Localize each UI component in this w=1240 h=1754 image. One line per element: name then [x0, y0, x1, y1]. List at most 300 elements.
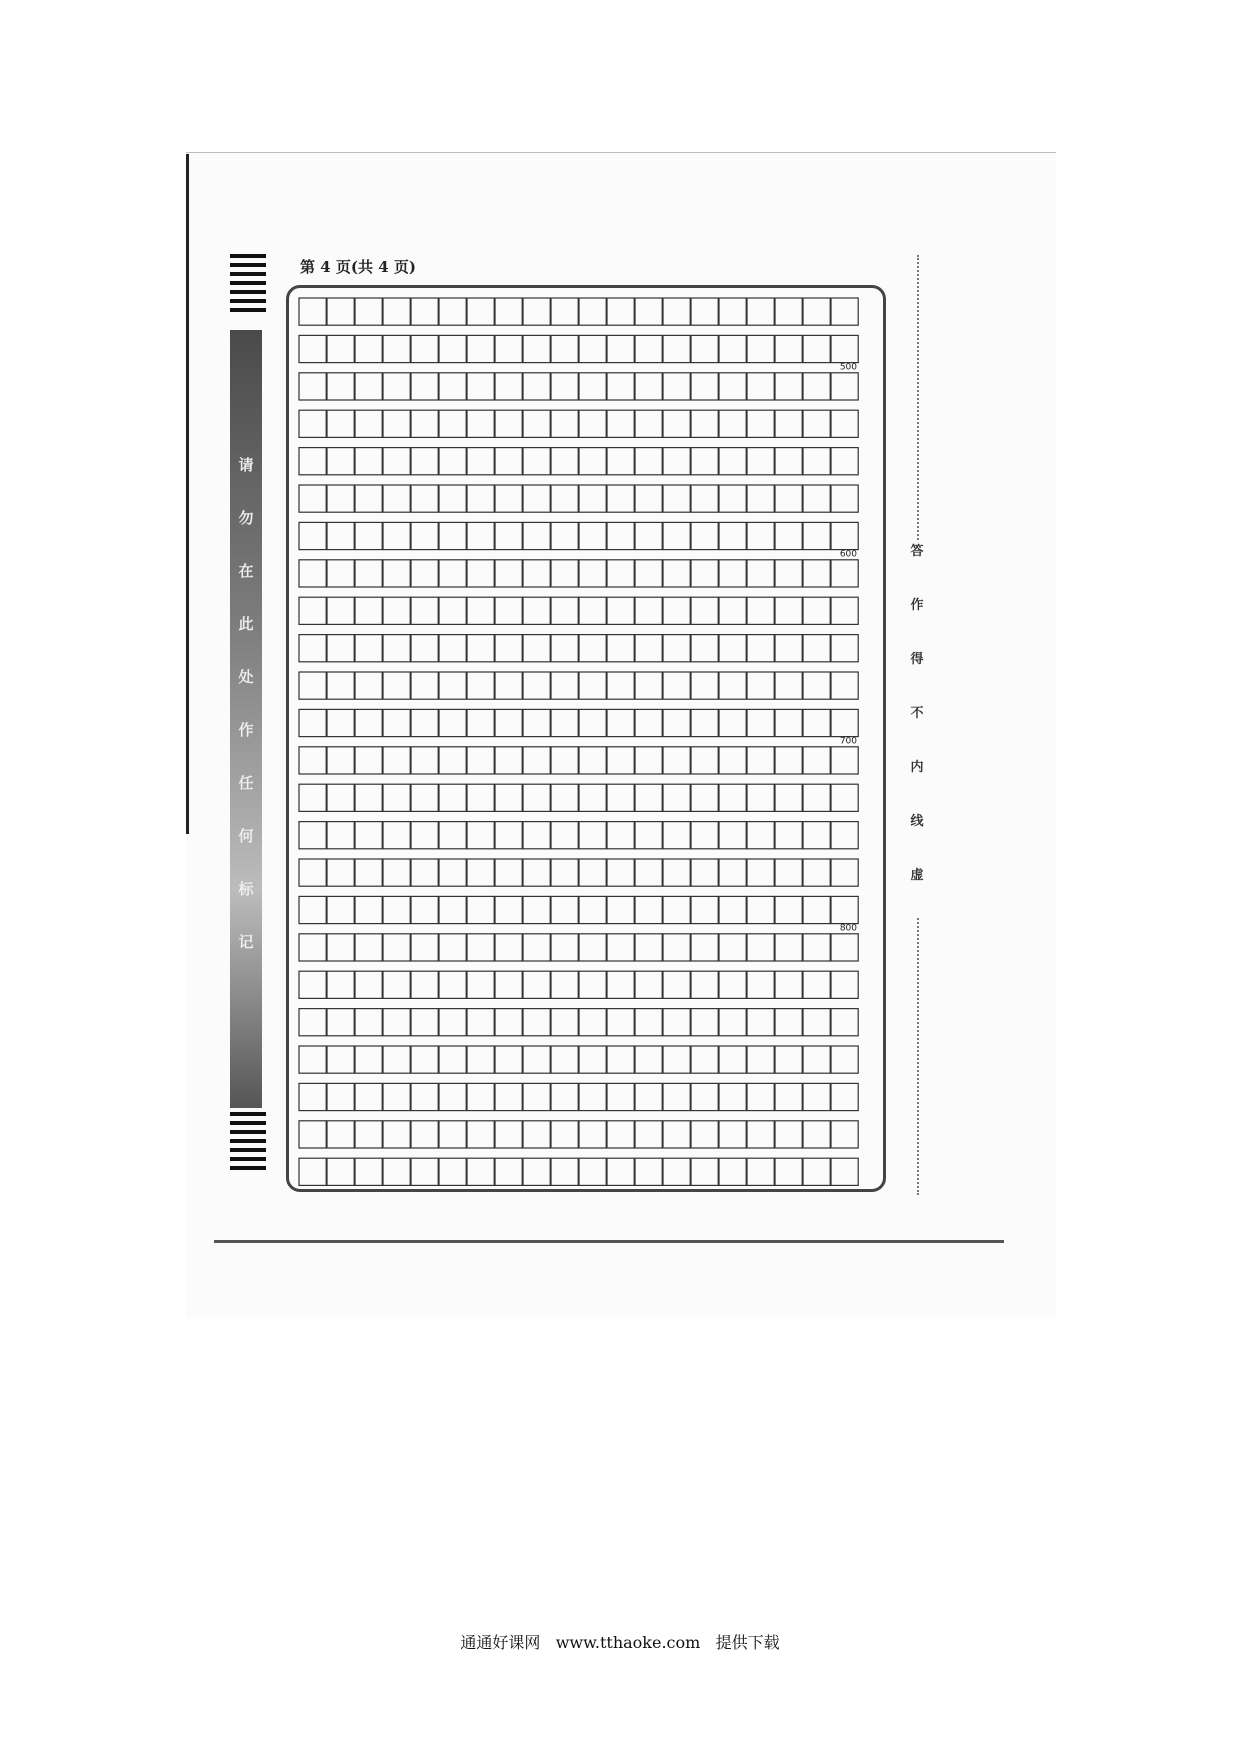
grid-cell[interactable]	[439, 1009, 466, 1036]
grid-cell[interactable]	[495, 298, 522, 325]
grid-cell[interactable]	[579, 1009, 606, 1036]
grid-cell[interactable]	[691, 298, 718, 325]
grid-cell[interactable]	[299, 672, 326, 699]
grid-cell[interactable]	[663, 335, 690, 362]
grid-cell[interactable]	[831, 1046, 858, 1073]
grid-cell[interactable]	[691, 971, 718, 998]
grid-cell[interactable]	[495, 335, 522, 362]
grid-cell[interactable]	[327, 298, 354, 325]
grid-cell[interactable]	[495, 934, 522, 961]
grid-cell[interactable]	[495, 747, 522, 774]
grid-cell[interactable]	[411, 709, 438, 736]
grid-cell[interactable]	[355, 597, 382, 624]
grid-cell[interactable]	[327, 1158, 354, 1185]
grid-cell[interactable]	[635, 822, 662, 849]
grid-cell[interactable]	[579, 522, 606, 549]
grid-cell[interactable]	[719, 934, 746, 961]
grid-cell[interactable]	[747, 485, 774, 512]
grid-cell[interactable]	[803, 560, 830, 587]
grid-cell[interactable]	[747, 522, 774, 549]
grid-cell[interactable]	[411, 1158, 438, 1185]
grid-cell[interactable]	[663, 934, 690, 961]
grid-cell[interactable]	[551, 560, 578, 587]
grid-cell[interactable]	[551, 485, 578, 512]
grid-cell[interactable]	[747, 410, 774, 437]
grid-cell[interactable]	[299, 1083, 326, 1110]
grid-cell[interactable]	[803, 448, 830, 475]
grid-cell[interactable]	[383, 934, 410, 961]
grid-cell[interactable]	[467, 1158, 494, 1185]
grid-cell[interactable]	[691, 635, 718, 662]
grid-cell[interactable]	[607, 859, 634, 886]
grid-cell[interactable]	[635, 410, 662, 437]
grid-cell[interactable]	[299, 822, 326, 849]
grid-cell[interactable]	[635, 672, 662, 699]
grid-cell[interactable]	[607, 597, 634, 624]
grid-cell[interactable]	[495, 1121, 522, 1148]
grid-cell[interactable]	[383, 859, 410, 886]
grid-cell[interactable]	[579, 1158, 606, 1185]
grid-cell[interactable]	[467, 448, 494, 475]
grid-cell[interactable]	[663, 560, 690, 587]
grid-cell[interactable]	[831, 1121, 858, 1148]
grid-cell[interactable]	[551, 448, 578, 475]
grid-cell[interactable]	[355, 1083, 382, 1110]
grid-cell[interactable]	[551, 1083, 578, 1110]
grid-cell[interactable]	[635, 1009, 662, 1036]
grid-cell[interactable]	[299, 1121, 326, 1148]
grid-cell[interactable]	[523, 971, 550, 998]
grid-cell[interactable]	[691, 1158, 718, 1185]
grid-cell[interactable]	[691, 1121, 718, 1148]
grid-cell[interactable]	[719, 410, 746, 437]
grid-cell[interactable]	[467, 1083, 494, 1110]
grid-cell[interactable]	[439, 597, 466, 624]
grid-cell[interactable]	[831, 485, 858, 512]
grid-cell[interactable]	[299, 522, 326, 549]
grid-cell[interactable]	[691, 822, 718, 849]
grid-cell[interactable]	[607, 1046, 634, 1073]
grid-cell[interactable]	[355, 373, 382, 400]
grid-cell[interactable]	[439, 934, 466, 961]
grid-cell[interactable]	[663, 1158, 690, 1185]
grid-cell[interactable]	[523, 747, 550, 774]
grid-cell[interactable]	[635, 709, 662, 736]
grid-cell[interactable]	[579, 597, 606, 624]
grid-cell[interactable]	[495, 410, 522, 437]
grid-cell[interactable]	[803, 1083, 830, 1110]
grid-cell[interactable]	[719, 485, 746, 512]
grid-cell[interactable]	[579, 298, 606, 325]
grid-cell[interactable]	[635, 522, 662, 549]
grid-cell[interactable]	[635, 635, 662, 662]
grid-cell[interactable]	[663, 822, 690, 849]
grid-cell[interactable]	[607, 1083, 634, 1110]
grid-cell[interactable]	[635, 1083, 662, 1110]
grid-cell[interactable]	[747, 971, 774, 998]
grid-cell[interactable]	[831, 1083, 858, 1110]
grid-cell[interactable]	[663, 709, 690, 736]
grid-cell[interactable]	[747, 373, 774, 400]
grid-cell[interactable]	[719, 1009, 746, 1036]
grid-cell[interactable]	[439, 822, 466, 849]
grid-cell[interactable]	[467, 410, 494, 437]
grid-cell[interactable]	[747, 747, 774, 774]
grid-cell[interactable]	[299, 709, 326, 736]
grid-cell[interactable]	[719, 522, 746, 549]
grid-cell[interactable]	[355, 784, 382, 811]
grid-cell[interactable]	[439, 635, 466, 662]
grid-cell[interactable]	[299, 485, 326, 512]
grid-cell[interactable]	[495, 709, 522, 736]
grid-cell[interactable]	[495, 1083, 522, 1110]
grid-cell[interactable]	[551, 896, 578, 923]
grid-cell[interactable]	[831, 859, 858, 886]
grid-cell[interactable]	[467, 485, 494, 512]
grid-cell[interactable]	[355, 971, 382, 998]
grid-cell[interactable]	[635, 448, 662, 475]
grid-cell[interactable]	[747, 822, 774, 849]
grid-cell[interactable]	[663, 298, 690, 325]
grid-cell[interactable]	[383, 410, 410, 437]
grid-cell[interactable]	[579, 1083, 606, 1110]
grid-cell[interactable]	[803, 1046, 830, 1073]
grid-cell[interactable]	[579, 448, 606, 475]
grid-cell[interactable]	[327, 635, 354, 662]
grid-cell[interactable]	[775, 971, 802, 998]
grid-cell[interactable]	[607, 448, 634, 475]
grid-cell[interactable]	[495, 896, 522, 923]
grid-cell[interactable]	[299, 560, 326, 587]
grid-cell[interactable]	[747, 1046, 774, 1073]
grid-cell[interactable]	[803, 410, 830, 437]
grid-cell[interactable]	[355, 298, 382, 325]
grid-cell[interactable]	[411, 1083, 438, 1110]
grid-cell[interactable]	[411, 934, 438, 961]
grid-cell[interactable]	[383, 298, 410, 325]
grid-cell[interactable]	[775, 448, 802, 475]
grid-cell[interactable]	[523, 822, 550, 849]
grid-cell[interactable]	[691, 597, 718, 624]
grid-cell[interactable]	[803, 485, 830, 512]
grid-cell[interactable]	[467, 784, 494, 811]
grid-cell[interactable]	[831, 1009, 858, 1036]
grid-cell[interactable]	[747, 859, 774, 886]
grid-cell[interactable]	[691, 485, 718, 512]
grid-cell[interactable]	[551, 298, 578, 325]
grid-cell[interactable]	[607, 410, 634, 437]
grid-cell[interactable]	[383, 1121, 410, 1148]
grid-cell[interactable]	[327, 410, 354, 437]
grid-cell[interactable]	[551, 1121, 578, 1148]
grid-cell[interactable]	[775, 410, 802, 437]
grid-cell[interactable]	[663, 971, 690, 998]
grid-cell[interactable]	[355, 1121, 382, 1148]
grid-cell[interactable]	[803, 1158, 830, 1185]
grid-cell[interactable]	[803, 635, 830, 662]
grid-cell[interactable]	[551, 709, 578, 736]
grid-cell[interactable]	[355, 560, 382, 587]
grid-cell[interactable]	[411, 448, 438, 475]
grid-cell[interactable]	[467, 822, 494, 849]
grid-cell[interactable]	[579, 784, 606, 811]
grid-cell[interactable]	[607, 298, 634, 325]
grid-cell[interactable]	[719, 896, 746, 923]
grid-cell[interactable]	[467, 1121, 494, 1148]
grid-cell[interactable]	[803, 1121, 830, 1148]
grid-cell[interactable]	[383, 597, 410, 624]
grid-cell[interactable]	[719, 373, 746, 400]
grid-cell[interactable]	[635, 1046, 662, 1073]
grid-cell[interactable]	[439, 373, 466, 400]
grid-cell[interactable]	[803, 859, 830, 886]
grid-cell[interactable]	[523, 1046, 550, 1073]
grid-cell[interactable]	[831, 560, 858, 587]
grid-cell[interactable]	[663, 635, 690, 662]
grid-cell[interactable]	[831, 896, 858, 923]
grid-cell[interactable]	[411, 1121, 438, 1148]
grid-cell[interactable]	[607, 709, 634, 736]
grid-cell[interactable]	[579, 896, 606, 923]
grid-cell[interactable]	[803, 1009, 830, 1036]
grid-cell[interactable]	[635, 597, 662, 624]
grid-cell[interactable]	[439, 784, 466, 811]
grid-cell[interactable]	[831, 672, 858, 699]
grid-cell[interactable]	[467, 635, 494, 662]
grid-cell[interactable]	[411, 672, 438, 699]
grid-cell[interactable]	[439, 335, 466, 362]
grid-cell[interactable]	[747, 335, 774, 362]
grid-cell[interactable]	[775, 747, 802, 774]
grid-cell[interactable]	[383, 672, 410, 699]
grid-cell[interactable]	[551, 335, 578, 362]
grid-cell[interactable]	[607, 1121, 634, 1148]
grid-cell[interactable]	[411, 747, 438, 774]
grid-cell[interactable]	[495, 373, 522, 400]
grid-cell[interactable]	[803, 784, 830, 811]
grid-cell[interactable]	[691, 1009, 718, 1036]
grid-cell[interactable]	[551, 1158, 578, 1185]
grid-cell[interactable]	[299, 896, 326, 923]
grid-cell[interactable]	[523, 784, 550, 811]
grid-cell[interactable]	[355, 1158, 382, 1185]
grid-cell[interactable]	[719, 859, 746, 886]
grid-cell[interactable]	[747, 709, 774, 736]
grid-cell[interactable]	[691, 448, 718, 475]
grid-cell[interactable]	[831, 784, 858, 811]
grid-cell[interactable]	[663, 1009, 690, 1036]
grid-cell[interactable]	[327, 1083, 354, 1110]
grid-cell[interactable]	[299, 597, 326, 624]
grid-cell[interactable]	[663, 859, 690, 886]
grid-cell[interactable]	[719, 1046, 746, 1073]
grid-cell[interactable]	[831, 934, 858, 961]
grid-cell[interactable]	[579, 709, 606, 736]
grid-cell[interactable]	[383, 635, 410, 662]
grid-cell[interactable]	[327, 1009, 354, 1036]
grid-cell[interactable]	[411, 522, 438, 549]
grid-cell[interactable]	[327, 822, 354, 849]
grid-cell[interactable]	[467, 560, 494, 587]
grid-cell[interactable]	[411, 822, 438, 849]
grid-cell[interactable]	[635, 784, 662, 811]
grid-cell[interactable]	[383, 1158, 410, 1185]
grid-cell[interactable]	[355, 1009, 382, 1036]
grid-cell[interactable]	[551, 635, 578, 662]
grid-cell[interactable]	[747, 635, 774, 662]
grid-cell[interactable]	[299, 373, 326, 400]
grid-cell[interactable]	[775, 1046, 802, 1073]
grid-cell[interactable]	[691, 859, 718, 886]
grid-cell[interactable]	[383, 747, 410, 774]
grid-cell[interactable]	[467, 859, 494, 886]
grid-cell[interactable]	[551, 859, 578, 886]
grid-cell[interactable]	[411, 859, 438, 886]
grid-cell[interactable]	[299, 448, 326, 475]
grid-cell[interactable]	[747, 896, 774, 923]
grid-cell[interactable]	[523, 896, 550, 923]
grid-cell[interactable]	[775, 672, 802, 699]
grid-cell[interactable]	[775, 859, 802, 886]
grid-cell[interactable]	[635, 1121, 662, 1148]
grid-cell[interactable]	[747, 672, 774, 699]
grid-cell[interactable]	[691, 1083, 718, 1110]
grid-cell[interactable]	[579, 672, 606, 699]
grid-cell[interactable]	[719, 1121, 746, 1148]
grid-cell[interactable]	[719, 747, 746, 774]
grid-cell[interactable]	[467, 1046, 494, 1073]
grid-cell[interactable]	[775, 896, 802, 923]
grid-cell[interactable]	[523, 1009, 550, 1036]
grid-cell[interactable]	[635, 560, 662, 587]
grid-cell[interactable]	[355, 747, 382, 774]
grid-cell[interactable]	[495, 672, 522, 699]
grid-cell[interactable]	[719, 784, 746, 811]
grid-cell[interactable]	[383, 335, 410, 362]
grid-cell[interactable]	[523, 709, 550, 736]
grid-cell[interactable]	[551, 410, 578, 437]
grid-cell[interactable]	[439, 298, 466, 325]
grid-cell[interactable]	[523, 1083, 550, 1110]
grid-cell[interactable]	[467, 335, 494, 362]
grid-cell[interactable]	[803, 672, 830, 699]
grid-cell[interactable]	[775, 1121, 802, 1148]
grid-cell[interactable]	[579, 971, 606, 998]
grid-cell[interactable]	[775, 784, 802, 811]
grid-cell[interactable]	[579, 1046, 606, 1073]
grid-cell[interactable]	[551, 522, 578, 549]
grid-cell[interactable]	[551, 934, 578, 961]
grid-cell[interactable]	[579, 747, 606, 774]
grid-cell[interactable]	[775, 934, 802, 961]
grid-cell[interactable]	[719, 560, 746, 587]
grid-cell[interactable]	[439, 560, 466, 587]
grid-cell[interactable]	[495, 859, 522, 886]
grid-cell[interactable]	[775, 1158, 802, 1185]
grid-cell[interactable]	[495, 635, 522, 662]
grid-cell[interactable]	[747, 784, 774, 811]
grid-cell[interactable]	[355, 485, 382, 512]
grid-cell[interactable]	[663, 373, 690, 400]
grid-cell[interactable]	[467, 522, 494, 549]
grid-cell[interactable]	[523, 335, 550, 362]
grid-cell[interactable]	[691, 709, 718, 736]
grid-cell[interactable]	[635, 1158, 662, 1185]
grid-cell[interactable]	[663, 896, 690, 923]
grid-cell[interactable]	[551, 747, 578, 774]
grid-cell[interactable]	[747, 1009, 774, 1036]
grid-cell[interactable]	[803, 373, 830, 400]
grid-cell[interactable]	[383, 560, 410, 587]
grid-cell[interactable]	[523, 522, 550, 549]
grid-cell[interactable]	[523, 672, 550, 699]
grid-cell[interactable]	[439, 859, 466, 886]
grid-cell[interactable]	[299, 1046, 326, 1073]
grid-cell[interactable]	[355, 522, 382, 549]
grid-cell[interactable]	[355, 410, 382, 437]
grid-cell[interactable]	[635, 485, 662, 512]
grid-cell[interactable]	[439, 410, 466, 437]
grid-cell[interactable]	[523, 410, 550, 437]
grid-cell[interactable]	[411, 597, 438, 624]
grid-cell[interactable]	[523, 448, 550, 475]
grid-cell[interactable]	[383, 971, 410, 998]
grid-cell[interactable]	[691, 1046, 718, 1073]
grid-cell[interactable]	[663, 1121, 690, 1148]
grid-cell[interactable]	[635, 896, 662, 923]
grid-cell[interactable]	[719, 448, 746, 475]
grid-cell[interactable]	[327, 485, 354, 512]
grid-cell[interactable]	[495, 1009, 522, 1036]
grid-cell[interactable]	[579, 635, 606, 662]
grid-cell[interactable]	[747, 1121, 774, 1148]
grid-cell[interactable]	[299, 971, 326, 998]
grid-cell[interactable]	[411, 1009, 438, 1036]
grid-cell[interactable]	[299, 784, 326, 811]
grid-cell[interactable]	[327, 896, 354, 923]
grid-cell[interactable]	[523, 560, 550, 587]
grid-cell[interactable]	[747, 1083, 774, 1110]
grid-cell[interactable]	[523, 298, 550, 325]
grid-cell[interactable]	[747, 934, 774, 961]
grid-cell[interactable]	[355, 635, 382, 662]
grid-cell[interactable]	[383, 448, 410, 475]
grid-cell[interactable]	[551, 784, 578, 811]
grid-cell[interactable]	[523, 1121, 550, 1148]
grid-cell[interactable]	[775, 298, 802, 325]
grid-cell[interactable]	[551, 672, 578, 699]
grid-cell[interactable]	[663, 448, 690, 475]
grid-cell[interactable]	[803, 822, 830, 849]
grid-cell[interactable]	[719, 597, 746, 624]
grid-cell[interactable]	[719, 635, 746, 662]
grid-cell[interactable]	[383, 1046, 410, 1073]
grid-cell[interactable]	[719, 298, 746, 325]
grid-cell[interactable]	[663, 485, 690, 512]
grid-cell[interactable]	[523, 373, 550, 400]
grid-cell[interactable]	[495, 485, 522, 512]
grid-cell[interactable]	[831, 1158, 858, 1185]
grid-cell[interactable]	[439, 1158, 466, 1185]
grid-cell[interactable]	[803, 934, 830, 961]
grid-cell[interactable]	[579, 1121, 606, 1148]
grid-cell[interactable]	[691, 896, 718, 923]
grid-cell[interactable]	[747, 1158, 774, 1185]
grid-cell[interactable]	[495, 971, 522, 998]
grid-cell[interactable]	[495, 784, 522, 811]
grid-cell[interactable]	[495, 1046, 522, 1073]
grid-cell[interactable]	[803, 298, 830, 325]
